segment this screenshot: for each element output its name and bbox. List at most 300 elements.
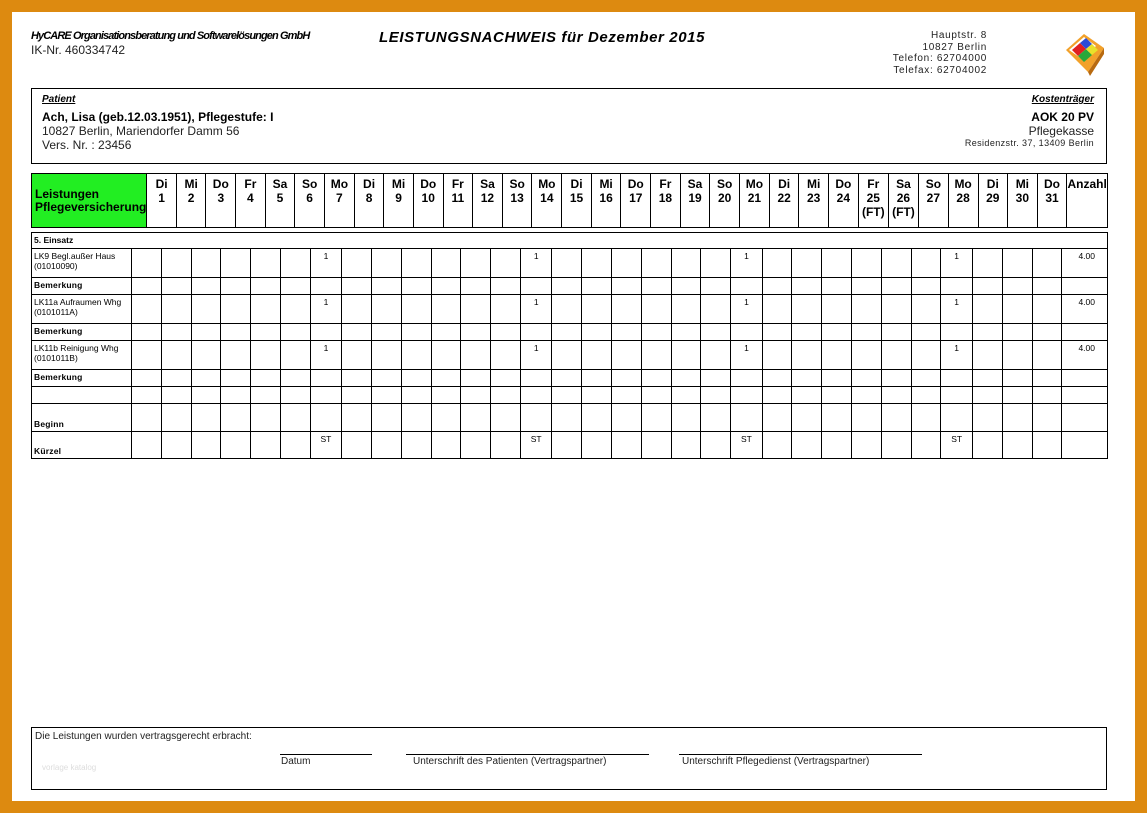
- day-cell: [701, 324, 731, 341]
- patient-address: 10827 Berlin, Mariendorfer Damm 56: [42, 124, 240, 138]
- day-cell: [731, 404, 763, 432]
- day-cell: [582, 324, 612, 341]
- day-header-text: 3: [217, 191, 225, 205]
- day-cell: [191, 432, 221, 459]
- day-cell: [852, 432, 882, 459]
- day-cell: [221, 432, 251, 459]
- day-header-text: Mi: [807, 177, 821, 191]
- day-cell: [221, 295, 251, 324]
- total-header: Anzahl: [1067, 174, 1108, 228]
- day-cell: [822, 324, 852, 341]
- day-header-8: [354, 174, 383, 228]
- address-line: Telefax: 62704002: [893, 64, 987, 76]
- day-cell: [342, 324, 372, 341]
- day-header-5: [265, 174, 295, 228]
- day-cell: [941, 404, 973, 432]
- day-header-text: So: [717, 177, 733, 191]
- section-header: 5. Einsatz: [32, 233, 1108, 249]
- day-cell: [701, 404, 731, 432]
- day-cell: [881, 341, 911, 370]
- company-address: [893, 30, 987, 76]
- day-cell: [881, 387, 911, 404]
- day-cell: [972, 278, 1002, 295]
- day-cell: [491, 404, 521, 432]
- day-header-text: Sa: [687, 177, 703, 191]
- day-header-text: Mi: [599, 177, 613, 191]
- day-cell: [132, 387, 162, 404]
- day-header-text: Di: [155, 177, 168, 191]
- day-cell: [132, 249, 162, 278]
- day-cell: [762, 387, 792, 404]
- day-cell: [941, 370, 973, 387]
- day-cell: [372, 341, 402, 370]
- day-cell: [552, 341, 582, 370]
- day-cell: 1: [310, 249, 342, 278]
- day-cell: [822, 387, 852, 404]
- table-row: [32, 295, 1108, 324]
- day-header-28: [948, 174, 978, 228]
- day-cell: [221, 387, 251, 404]
- day-cell: [191, 387, 221, 404]
- day-cell: [161, 278, 191, 295]
- day-cell: [641, 387, 671, 404]
- day-cell: [1002, 432, 1032, 459]
- day-header-25: [858, 174, 888, 228]
- day-cell: [251, 249, 281, 278]
- day-cell: [582, 278, 612, 295]
- day-header-text: Mi: [391, 177, 406, 191]
- day-header-19: [680, 174, 710, 228]
- day-cell: [731, 278, 763, 295]
- day-cell: [1032, 324, 1062, 341]
- day-cell: 1: [731, 295, 763, 324]
- corner-line: Pflegeversicherung: [35, 199, 147, 214]
- day-cell: [372, 432, 402, 459]
- corner-header: [32, 174, 147, 228]
- day-cell: [1032, 387, 1062, 404]
- day-cell: [1002, 370, 1032, 387]
- day-cell: [161, 324, 191, 341]
- day-header-text: 30: [1015, 191, 1030, 205]
- day-cell: [731, 370, 763, 387]
- day-header-text: (FT): [892, 205, 915, 219]
- day-cell: [612, 341, 642, 370]
- patient-signature-caption: Unterschrift des Patienten (Vertragspartner): [413, 756, 607, 767]
- day-cell: [520, 324, 552, 341]
- day-cell: [1002, 404, 1032, 432]
- day-cell: [461, 387, 491, 404]
- day-cell: [431, 404, 461, 432]
- day-cell: [372, 278, 402, 295]
- day-cell: [701, 295, 731, 324]
- day-cell: [671, 341, 701, 370]
- day-cell: ST: [731, 432, 763, 459]
- day-header-text: 6: [306, 191, 313, 205]
- day-cell: [520, 370, 552, 387]
- day-cell: [491, 249, 521, 278]
- day-header-text: 28: [956, 191, 970, 205]
- day-header-text: 14: [540, 191, 554, 205]
- payer-label: Kostenträger: [1031, 94, 1094, 105]
- day-cell: [762, 278, 792, 295]
- day-cell: [881, 278, 911, 295]
- day-cell: 1: [520, 341, 552, 370]
- day-cell: [221, 370, 251, 387]
- day-cell: [132, 295, 162, 324]
- day-cell: [221, 249, 251, 278]
- day-cell: [1002, 324, 1032, 341]
- day-cell: [251, 404, 281, 432]
- document-title: LEISTUNGSNACHWEIS für Dezember 2015: [378, 29, 706, 46]
- day-cell: [641, 295, 671, 324]
- row-total: 4.00: [1062, 295, 1108, 324]
- day-header-text: Di: [778, 177, 791, 191]
- day-cell: [280, 249, 310, 278]
- day-cell: [280, 324, 310, 341]
- row-label: Beginn: [32, 404, 132, 432]
- day-cell: [161, 432, 191, 459]
- day-cell: [461, 370, 491, 387]
- day-cell: [792, 404, 822, 432]
- patient-signature-line: [406, 754, 649, 755]
- day-cell: [520, 387, 552, 404]
- day-header-text: Mo: [330, 177, 349, 191]
- day-cell: [431, 295, 461, 324]
- day-header-text: Di: [363, 177, 376, 191]
- day-cell: [310, 278, 342, 295]
- day-cell: [461, 324, 491, 341]
- ik-number: IK-Nr. 460334742: [31, 43, 126, 57]
- day-cell: [972, 370, 1002, 387]
- day-header-text: Fr: [244, 177, 257, 191]
- day-header-text: Mo: [538, 177, 556, 191]
- day-cell: [762, 404, 792, 432]
- document-page: [12, 12, 1135, 801]
- day-cell: [221, 278, 251, 295]
- day-cell: [612, 387, 642, 404]
- day-cell: [552, 387, 582, 404]
- day-cell: [701, 341, 731, 370]
- day-header-text: 23: [807, 191, 821, 205]
- day-cell: [1032, 295, 1062, 324]
- day-cell: [401, 341, 431, 370]
- day-cell: [701, 278, 731, 295]
- day-cell: [881, 404, 911, 432]
- day-header-text: 21: [747, 191, 762, 205]
- row-label: Bemerkung: [32, 324, 132, 341]
- signature-statement: Die Leistungen wurden vertragsgerecht erbracht:: [35, 731, 252, 742]
- day-cell: [161, 387, 191, 404]
- day-cell: [280, 295, 310, 324]
- day-header-text: 20: [718, 191, 732, 205]
- day-header-16: [591, 174, 621, 228]
- day-cell: [280, 387, 310, 404]
- row-total: [1062, 324, 1108, 341]
- day-cell: [251, 295, 281, 324]
- day-cell: [132, 370, 162, 387]
- day-cell: [612, 295, 642, 324]
- day-header-1: [147, 174, 176, 228]
- day-cell: [552, 324, 582, 341]
- day-cell: [582, 370, 612, 387]
- company-logo-icon: [1062, 28, 1108, 78]
- row-total: [1062, 432, 1108, 459]
- day-cell: [641, 278, 671, 295]
- service-signature-line: [679, 754, 922, 755]
- day-header-14: [532, 174, 562, 228]
- day-cell: [372, 387, 402, 404]
- day-cell: [461, 278, 491, 295]
- day-cell: [852, 295, 882, 324]
- day-cell: [431, 249, 461, 278]
- day-cell: [792, 324, 822, 341]
- day-cell: [582, 249, 612, 278]
- day-cell: [221, 404, 251, 432]
- day-cell: [280, 432, 310, 459]
- day-header-text: 10: [421, 191, 435, 205]
- day-cell: [941, 324, 973, 341]
- day-cell: [491, 295, 521, 324]
- day-header-text: 8: [365, 191, 373, 205]
- day-header-text: 27: [926, 191, 941, 205]
- date-line: [280, 754, 372, 755]
- day-cell: 1: [941, 249, 973, 278]
- day-header-17: [621, 174, 651, 228]
- day-cell: [191, 278, 221, 295]
- day-cell: [941, 387, 973, 404]
- day-cell: [191, 324, 221, 341]
- day-cell: [911, 278, 941, 295]
- day-cell: [342, 370, 372, 387]
- day-cell: [701, 249, 731, 278]
- day-cell: 1: [731, 341, 763, 370]
- day-cell: [461, 341, 491, 370]
- day-cell: [612, 278, 642, 295]
- day-cell: [372, 249, 402, 278]
- patient-name: Ach, Lisa (geb.12.03.1951), Pflegestufe: I: [42, 110, 274, 124]
- day-header-23: [799, 174, 829, 228]
- day-cell: [911, 370, 941, 387]
- day-cell: [972, 432, 1002, 459]
- service-table: [31, 232, 1108, 459]
- day-header-text: 16: [599, 191, 613, 205]
- row-label: [32, 387, 132, 404]
- day-cell: [972, 295, 1002, 324]
- patient-box: [31, 88, 1107, 164]
- day-cell: [822, 278, 852, 295]
- day-cell: [461, 249, 491, 278]
- day-header-text: So: [301, 177, 318, 191]
- day-header-text: 26: [896, 191, 911, 205]
- day-cell: [401, 324, 431, 341]
- day-cell: [132, 324, 162, 341]
- day-cell: [161, 404, 191, 432]
- day-cell: [762, 432, 792, 459]
- row-total: [1062, 404, 1108, 432]
- day-cell: [251, 341, 281, 370]
- day-cell: [1032, 404, 1062, 432]
- day-cell: [641, 432, 671, 459]
- day-cell: [1002, 278, 1032, 295]
- day-header-text: Fr: [451, 177, 464, 191]
- day-header-text: 11: [451, 191, 465, 205]
- day-header-10: [413, 174, 443, 228]
- payer-name: AOK 20 PV: [1031, 110, 1094, 124]
- day-cell: [342, 295, 372, 324]
- day-cell: [431, 324, 461, 341]
- day-cell: [552, 404, 582, 432]
- day-cell: [1032, 249, 1062, 278]
- day-header-text: 9: [395, 191, 402, 205]
- corner-line: Leistungen: [35, 186, 100, 201]
- day-header-text: 4: [247, 191, 254, 205]
- row-total: [1062, 387, 1108, 404]
- day-cell: [671, 404, 701, 432]
- day-header-text: 29: [986, 191, 1000, 205]
- day-cell: [132, 341, 162, 370]
- payer-address: Residenzstr. 37, 13409 Berlin: [964, 138, 1094, 148]
- day-cell: [911, 341, 941, 370]
- day-cell: [401, 295, 431, 324]
- day-cell: [191, 370, 221, 387]
- day-header-2: [176, 174, 206, 228]
- day-cell: [342, 341, 372, 370]
- payer-type: Pflegekasse: [1028, 124, 1094, 138]
- day-header-text: Di: [570, 177, 583, 191]
- day-cell: [161, 341, 191, 370]
- day-cell: 1: [941, 341, 973, 370]
- day-cell: [342, 278, 372, 295]
- day-cell: [161, 249, 191, 278]
- day-cell: [251, 370, 281, 387]
- day-header-text: Do: [212, 177, 229, 191]
- day-cell: [822, 295, 852, 324]
- day-header-text: Sa: [896, 177, 911, 191]
- day-cell: [792, 432, 822, 459]
- day-cell: [911, 295, 941, 324]
- day-cell: [582, 341, 612, 370]
- table-row: [32, 324, 1108, 341]
- day-cell: [372, 404, 402, 432]
- day-header-text: Mo: [954, 177, 972, 191]
- day-cell: 1: [731, 249, 763, 278]
- day-cell: [671, 370, 701, 387]
- day-header-text: 17: [629, 191, 643, 205]
- watermark: vorlage katalog: [42, 763, 97, 772]
- day-cell: [822, 249, 852, 278]
- day-cell: [310, 387, 342, 404]
- day-cell: [852, 278, 882, 295]
- day-cell: [401, 432, 431, 459]
- day-cell: [972, 341, 1002, 370]
- day-cell: [251, 387, 281, 404]
- day-cell: ST: [520, 432, 552, 459]
- day-header-text: 31: [1045, 191, 1059, 205]
- day-cell: [372, 324, 402, 341]
- day-cell: [1002, 295, 1032, 324]
- row-label: LK11b Reinigung Whg (0101011B): [32, 341, 132, 370]
- company-name: HyCARE Organisationsberatung und Softwarelösungen GmbH: [31, 30, 310, 42]
- day-header-text: 12: [480, 191, 495, 205]
- day-header-7: [324, 174, 354, 228]
- day-cell: [641, 370, 671, 387]
- row-label: LK9 Begl.außer Haus (01010090): [32, 249, 132, 278]
- day-cell: [251, 432, 281, 459]
- day-cell: [491, 432, 521, 459]
- day-cell: [461, 432, 491, 459]
- day-cell: [671, 432, 701, 459]
- day-header-text: 15: [569, 191, 584, 205]
- day-cell: [582, 432, 612, 459]
- day-cell: [612, 249, 642, 278]
- day-cell: [280, 341, 310, 370]
- table-row: [32, 249, 1108, 278]
- day-cell: [911, 432, 941, 459]
- day-header-text: 5: [276, 191, 284, 205]
- day-header-15: [562, 174, 592, 228]
- day-header-text: 19: [688, 191, 702, 205]
- day-cell: [911, 249, 941, 278]
- day-header-31: [1037, 174, 1067, 228]
- day-header-text: Sa: [272, 177, 288, 191]
- day-cell: [671, 324, 701, 341]
- day-cell: [310, 324, 342, 341]
- day-cell: [461, 404, 491, 432]
- day-header-text: Do: [420, 177, 437, 191]
- table-row: [32, 370, 1108, 387]
- day-cell: [972, 249, 1002, 278]
- day-cell: 1: [310, 295, 342, 324]
- table-row: [32, 432, 1108, 459]
- day-cell: [911, 324, 941, 341]
- day-cell: [1002, 387, 1032, 404]
- day-cell: [762, 341, 792, 370]
- day-cell: [641, 341, 671, 370]
- day-cell: 1: [310, 341, 342, 370]
- day-cell: [552, 295, 582, 324]
- day-cell: [852, 370, 882, 387]
- row-total: 4.00: [1062, 249, 1108, 278]
- day-header-text: Do: [627, 177, 644, 191]
- table-row: [32, 387, 1108, 404]
- row-label: Bemerkung: [32, 370, 132, 387]
- day-cell: [612, 370, 642, 387]
- day-header-text: Do: [835, 177, 852, 191]
- signature-box: [31, 727, 1107, 790]
- day-header-6: [295, 174, 325, 228]
- day-cell: [310, 370, 342, 387]
- day-cell: 1: [520, 295, 552, 324]
- day-header-text: 13: [510, 191, 524, 205]
- day-cell: [310, 404, 342, 432]
- day-cell: [972, 404, 1002, 432]
- day-header-text: Fr: [867, 177, 880, 191]
- row-label: Bemerkung: [32, 278, 132, 295]
- day-cell: [221, 324, 251, 341]
- day-header-text: 2: [187, 191, 195, 205]
- day-cell: [852, 324, 882, 341]
- row-total: 4.00: [1062, 341, 1108, 370]
- day-header-27: [919, 174, 949, 228]
- day-cell: [762, 370, 792, 387]
- table-row: [32, 341, 1108, 370]
- day-cell: 1: [520, 249, 552, 278]
- day-cell: [822, 432, 852, 459]
- day-cell: [582, 387, 612, 404]
- insurance-number: Vers. Nr. : 23456: [42, 138, 132, 152]
- day-cell: [552, 249, 582, 278]
- day-cell: [852, 249, 882, 278]
